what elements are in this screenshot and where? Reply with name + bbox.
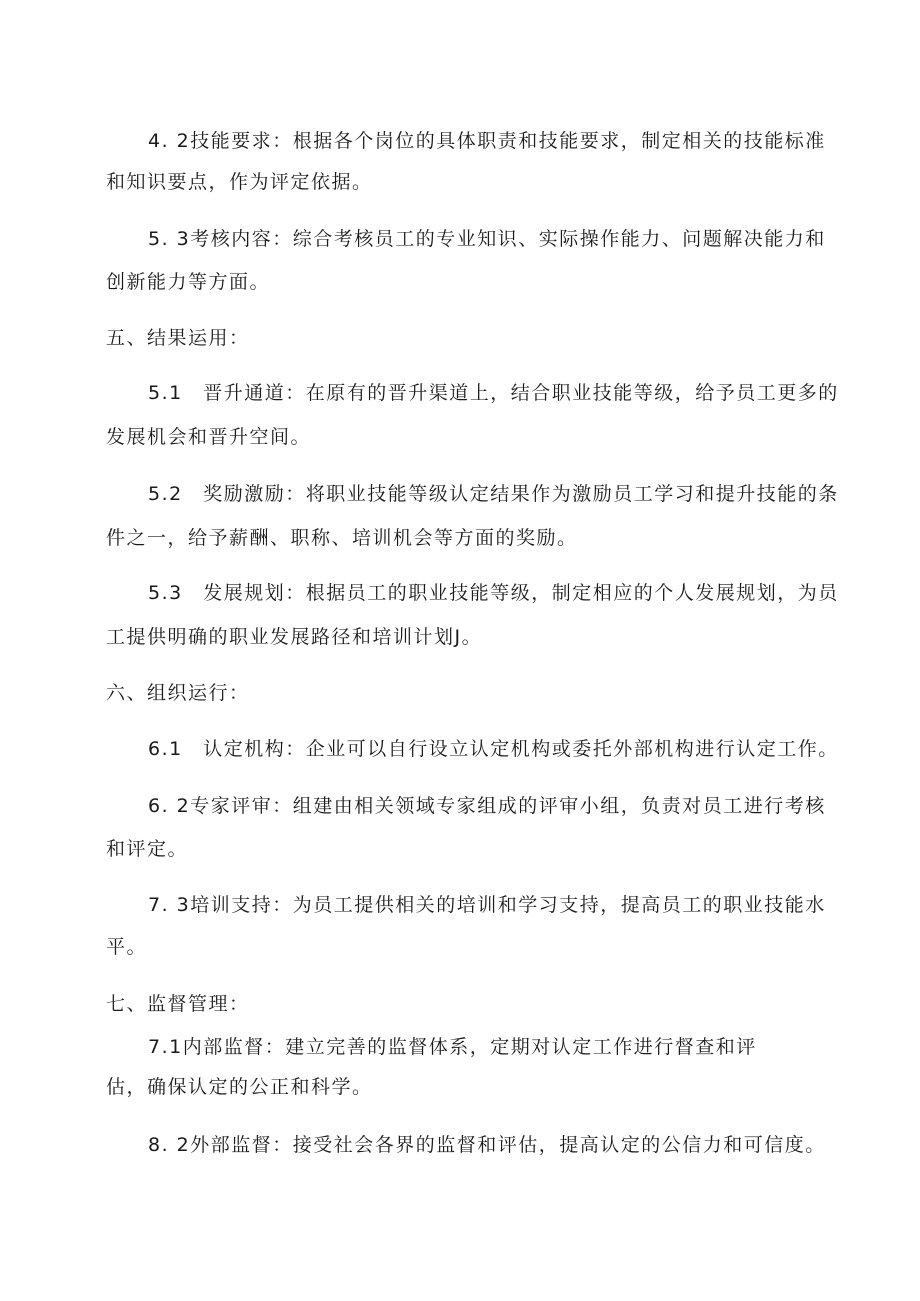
paragraph-7-1-line-2: 估，确保认定的公正和科学。 [106,1076,373,1098]
paragraph-7-1-line-1: 7.1内部监督：建立完善的监督体系，定期对认定工作进行督查和评 [148,1036,757,1058]
section-heading-results: 五、结果运用： [106,327,250,349]
paragraph-7-3-line-1: 7. 3培训支持：为员工提供相关的培训和学习支持，提高员工的职业技能水 [148,894,826,916]
paragraph-4-2-line-1: 4. 2技能要求：根据各个岗位的具体职责和技能要求，制定相关的技能标准 [148,130,826,152]
paragraph-4-2-line-2: 和知识要点，作为评定依据。 [106,171,373,193]
section-heading-organization: 六、组织运行： [106,682,250,704]
paragraph-5-3b-line-1: 5.3 发展规划：根据员工的职业技能等级，制定相应的个人发展规划，为员 [148,582,839,604]
paragraph-5-2-line-2: 件之一，给予薪酬、职称、培训机会等方面的奖励。 [106,527,578,549]
paragraph-5-3-line-2: 创新能力等方面。 [106,271,271,293]
paragraph-8-2-line-1: 8. 2外部监督：接受社会各界的监督和评估，提高认定的公信力和可信度。 [148,1134,826,1156]
section-heading-supervision: 七、监督管理： [106,993,250,1015]
paragraph-5-2-line-1: 5.2 奖励激励：将职业技能等级认定结果作为激励员工学习和提升技能的条 [148,483,839,505]
paragraph-7-3-line-2: 平。 [106,936,148,958]
paragraph-6-1-line-1: 6.1 认定机构：企业可以自行设立认定机构或委托外部机构进行认定工作。 [148,738,839,760]
paragraph-5-1-line-2: 发展机会和晋升空间。 [106,426,312,448]
paragraph-6-2-line-1: 6. 2专家评审：组建由相关领域专家组成的评审小组，负责对员工进行考核 [148,795,826,817]
paragraph-5-1-line-1: 5.1 晋升通道：在原有的晋升渠道上，结合职业技能等级，给予员工更多的 [148,382,839,404]
paragraph-5-3b-line-2: 工提供明确的职业发展路径和培训计划J。 [106,626,483,648]
paragraph-6-2-line-2: 和评定。 [106,838,189,860]
paragraph-5-3-line-1: 5. 3考核内容：综合考核员工的专业知识、实际操作能力、问题解决能力和 [148,228,826,250]
